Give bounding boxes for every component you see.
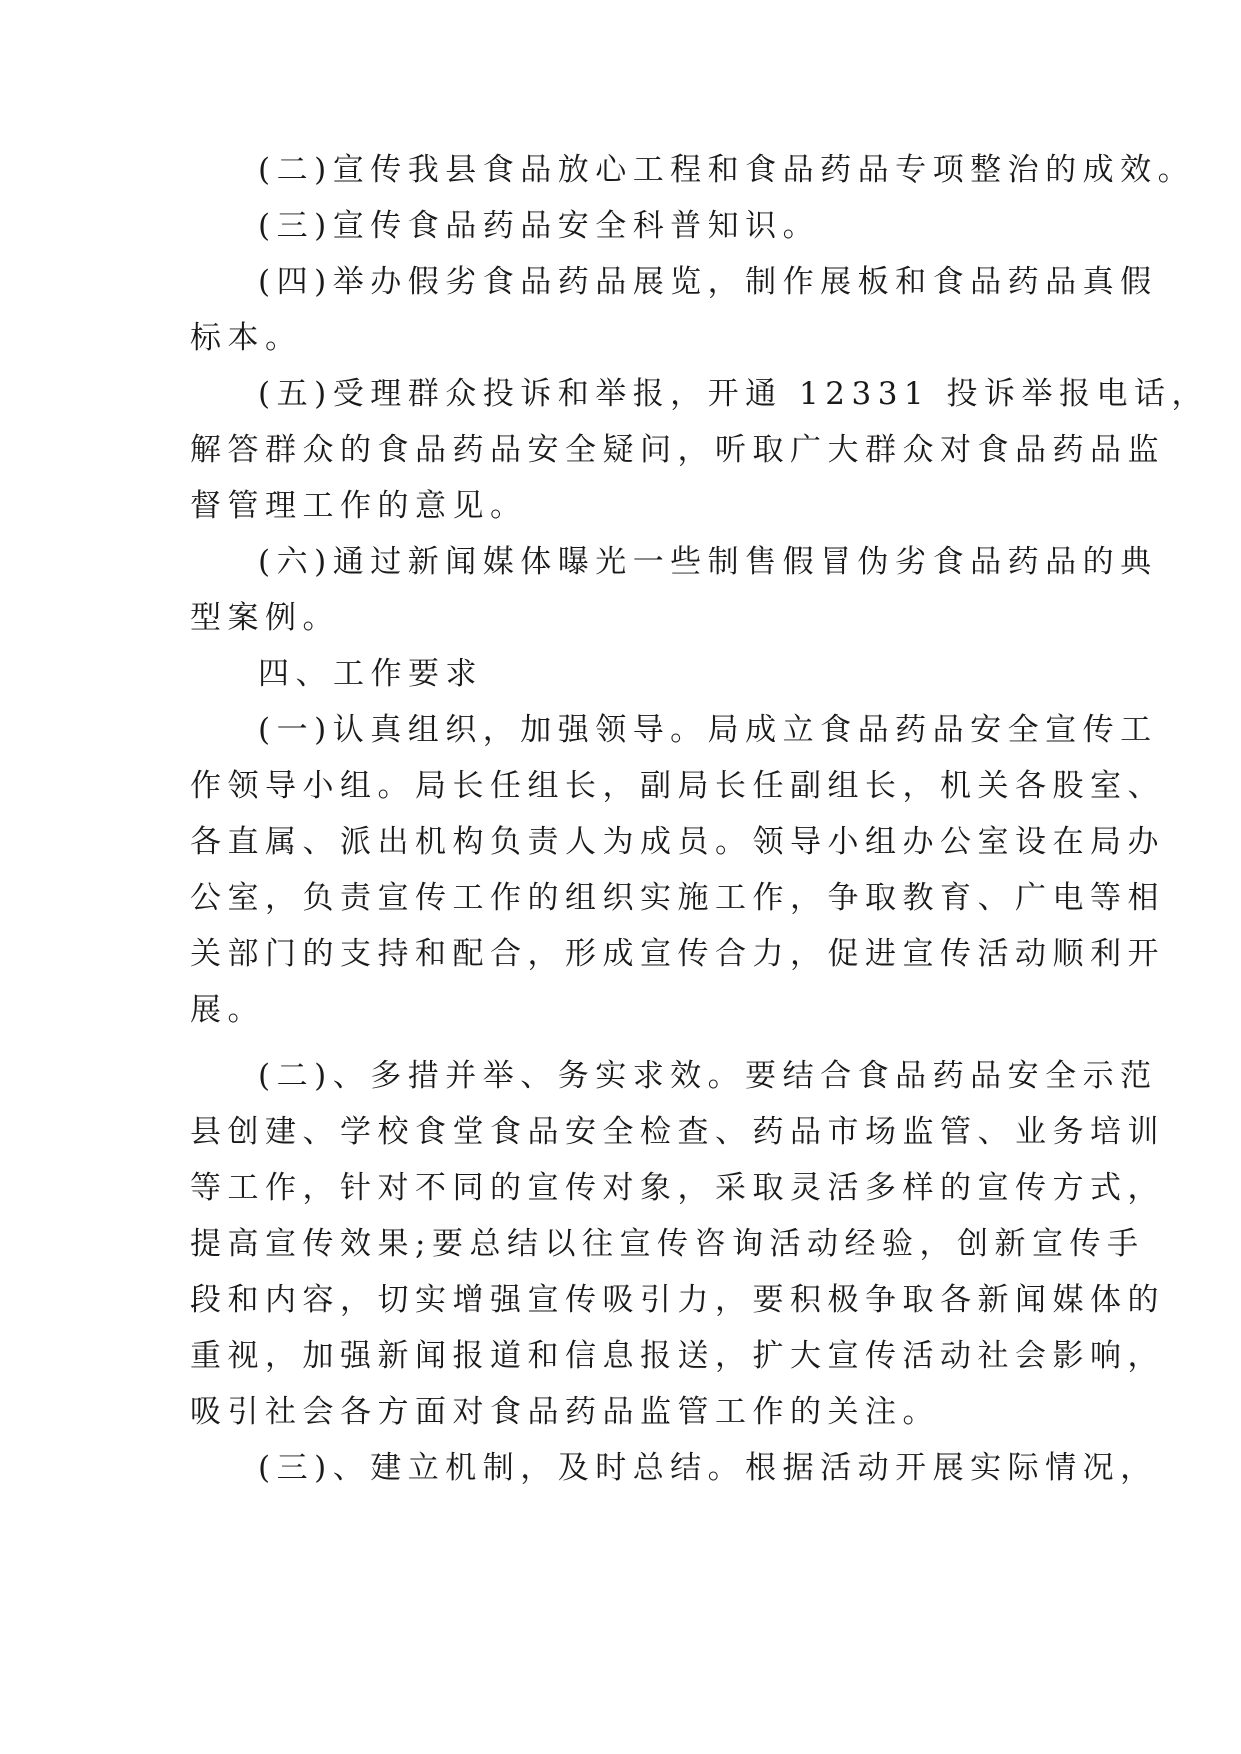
section-heading: 四、工作要求 <box>258 656 483 692</box>
paragraph-line: 段和内容，切实增强宣传吸引力，要积极争取各新闻媒体的 <box>190 1282 1165 1318</box>
paragraph-line: (五)受理群众投诉和举报，开通 12331 投诉举报电话， <box>258 376 1210 412</box>
paragraph-line: 县创建、学校食堂食品安全检查、药品市场监管、业务培训 <box>190 1114 1165 1150</box>
paragraph-line: 解答群众的食品药品安全疑问，听取广大群众对食品药品监 <box>190 432 1165 468</box>
paragraph-line: 公室，负责宣传工作的组织实施工作，争取教育、广电等相 <box>190 880 1165 916</box>
paragraph-line: (三)宣传食品药品安全科普知识。 <box>258 208 821 244</box>
paragraph-line: 各直属、派出机构负责人为成员。领导小组办公室设在局办 <box>190 824 1165 860</box>
paragraph-line: 等工作，针对不同的宣传对象，采取灵活多样的宣传方式， <box>190 1170 1165 1206</box>
paragraph-line: (四)举办假劣食品药品展览，制作展板和食品药品真假 <box>258 264 1158 300</box>
paragraph-line: 标本。 <box>190 320 303 356</box>
paragraph-line: (二)、多措并举、务实求效。要结合食品药品安全示范 <box>258 1058 1158 1094</box>
paragraph-line: (三)、建立机制，及时总结。根据活动开展实际情况， <box>258 1450 1158 1486</box>
paragraph-line: 吸引社会各方面对食品药品监管工作的关注。 <box>190 1394 940 1430</box>
paragraph-line: 展。 <box>190 992 265 1028</box>
paragraph-line: (一)认真组织，加强领导。局成立食品药品安全宣传工 <box>258 712 1158 748</box>
paragraph-line: 型案例。 <box>190 600 340 636</box>
paragraph-line: 督管理工作的意见。 <box>190 488 528 524</box>
paragraph-line: 作领导小组。局长任组长，副局长任副组长，机关各股室、 <box>190 768 1165 804</box>
paragraph-line: 重视，加强新闻报道和信息报送，扩大宣传活动社会影响， <box>190 1338 1165 1374</box>
paragraph-line: 提高宣传效果;要总结以往宣传咨询活动经验，创新宣传手 <box>190 1226 1145 1262</box>
paragraph-line: (六)通过新闻媒体曝光一些制售假冒伪劣食品药品的典 <box>258 544 1158 580</box>
paragraph-line: 关部门的支持和配合，形成宣传合力，促进宣传活动顺利开 <box>190 936 1165 972</box>
paragraph-line: (二)宣传我县食品放心工程和食品药品专项整治的成效。 <box>258 152 1196 188</box>
